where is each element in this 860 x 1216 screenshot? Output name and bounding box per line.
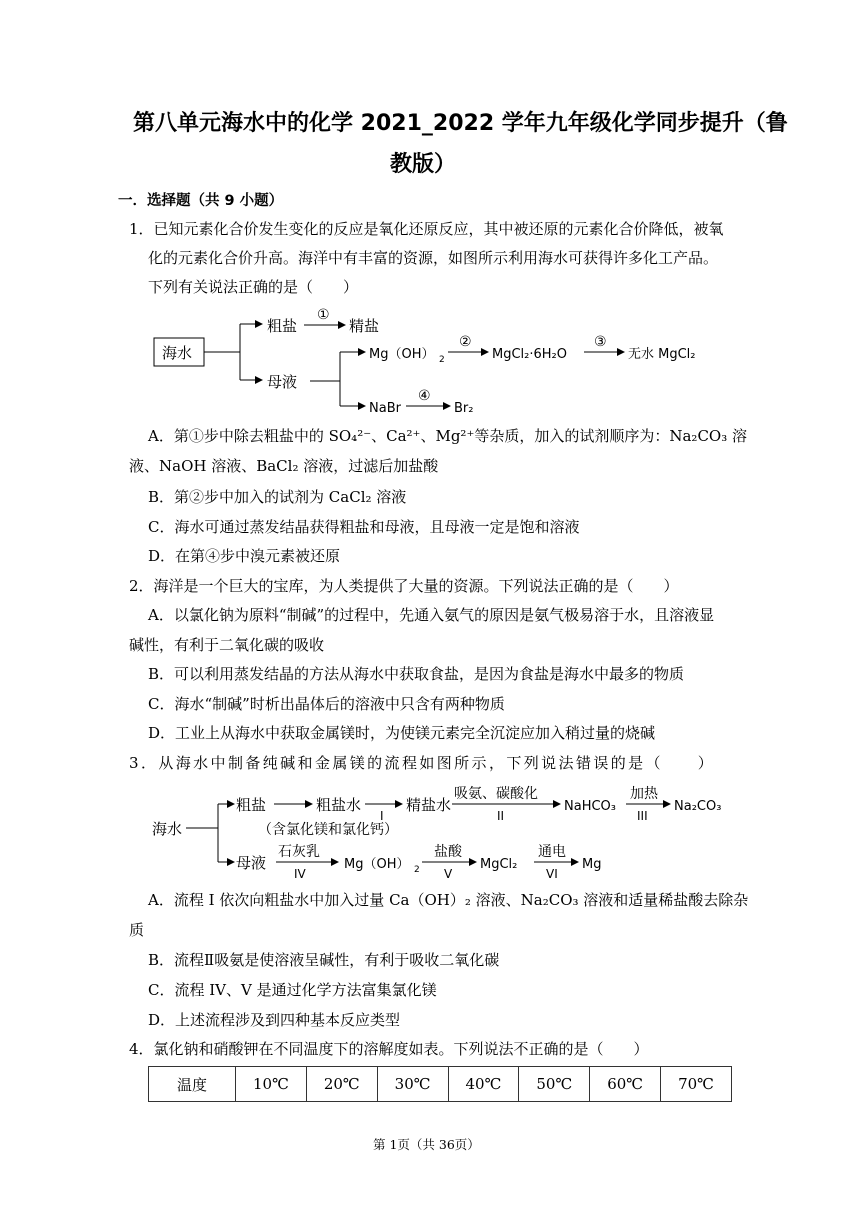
mgoh2-subscript: 2 (439, 355, 445, 365)
q3-route1-label: I (380, 809, 384, 823)
seawater-label: 海水 (162, 344, 193, 362)
q1-option-a-line1: A．第①步中除去粗盐中的 SO₄²⁻、Ca²⁺、Mg²⁺等杂质，加入的试剂顺序为：Na₂CO₃ 溶 (148, 427, 747, 445)
table-cell: 10℃ (236, 1067, 307, 1102)
q3-mgcl2-label: MgCl₂ (480, 857, 518, 872)
table-cell: 60℃ (590, 1067, 661, 1102)
mgoh2-label: Mg（OH） (369, 347, 435, 362)
q3-absorb-label: 吸氨、碳酸化 (454, 786, 538, 802)
q2-option-a-line1: A．以氯化钠为原料“制碱”的过程中，先通入氨气的原因是氨气极易溶于水，且溶液显 (148, 606, 715, 624)
table-cell: 30℃ (377, 1067, 448, 1102)
table-cell: 50℃ (519, 1067, 590, 1102)
q1-stem-line1: 1．已知元素化合价发生变化的反应是氧化还原反应，其中被还原的元素化合价降低，被氧 (129, 220, 724, 238)
q3-option-a-line1: A．流程 I 依次向粗盐水中加入过量 Ca（OH）₂ 溶液、Na₂CO₃ 溶液和适量稀盐酸去除杂 (148, 891, 749, 909)
q3-route3-label: III (637, 809, 648, 823)
q1-stem-line2: 化的元素化合价升高。海洋中有丰富的资源，如图所示利用海水可获得许多化工产品。 (148, 249, 719, 267)
step3-label: ③ (594, 334, 607, 350)
q3-fine-brine-label: 精盐水 (406, 796, 452, 814)
br2-label: Br₂ (454, 401, 474, 416)
table-cell: 20℃ (306, 1067, 377, 1102)
doc-title-line1: 第八单元海水中的化学 2021_2022 学年九年级化学同步提升（鲁 (133, 111, 788, 136)
q2-option-d: D．工业上从海水中获取金属镁时，为使镁元素完全沉淀应加入稍过量的烧碱 (148, 724, 656, 742)
table-cell: 40℃ (448, 1067, 519, 1102)
q3-hcl-label: 盐酸 (434, 844, 462, 860)
section-heading: 一．选择题（共 9 小题） (118, 193, 284, 209)
table-cell: 温度 (149, 1067, 236, 1102)
q1-option-a-line2: 液、NaOH 溶液、BaCl₂ 溶液，过滤后加盐酸 (129, 457, 439, 475)
q3-crude-salt-label: 粗盐 (236, 796, 267, 814)
step1-label: ① (317, 307, 330, 323)
q3-crude-brine-label: 粗盐水 (316, 796, 362, 814)
page-footer: 第 1页（共 36页） (373, 1137, 480, 1152)
q3-option-c: C．流程 IV、V 是通过化学方法富集氯化镁 (148, 981, 437, 999)
q3-option-d: D．上述流程涉及到四种基本反应类型 (148, 1011, 401, 1029)
crude-salt-label: 粗盐 (267, 317, 298, 335)
q2-option-a-line2: 碱性，有利于二氧化碳的吸收 (129, 636, 325, 654)
q3-seawater-label: 海水 (152, 820, 183, 838)
q3-elec-label: 通电 (538, 844, 566, 860)
q3-option-a-line2: 质 (129, 921, 145, 939)
q1-option-c: C．海水可通过蒸发结晶获得粗盐和母液，且母液一定是饱和溶液 (148, 518, 580, 536)
q3-mgoh2-label: Mg（OH） (344, 857, 410, 872)
solubility-table (148, 1066, 732, 1102)
q3-route4-label: IV (294, 867, 306, 880)
doc-title-line2: 教版） (390, 152, 457, 177)
q1-option-b: B．第②步中加入的试剂为 CaCl₂ 溶液 (148, 488, 407, 506)
q1-stem-line3: 下列有关说法正确的是（ ） (148, 278, 359, 296)
q3-heat-label: 加热 (630, 786, 658, 802)
mgcl2-hydrate-label: MgCl₂·6H₂O (492, 347, 567, 362)
q3-lime-label: 石灰乳 (278, 844, 320, 860)
q3-stem: 3．从海水中制备纯碱和金属镁的流程如图所示，下列说法错误的是（ ） (129, 754, 716, 772)
anhydrous-mgcl2-label: 无水 MgCl₂ (628, 347, 696, 362)
q3-mother-label: 母液 (236, 854, 267, 872)
q1-flow-diagram (150, 302, 720, 422)
q3-mg-label: Mg (582, 857, 602, 872)
nabr-label: NaBr (369, 401, 401, 416)
q3-brine-note: （含氯化镁和氯化钙） (258, 822, 398, 838)
q3-nahco3-label: NaHCO₃ (564, 799, 616, 814)
step2-label: ② (459, 334, 472, 350)
q3-option-b: B．流程Ⅱ吸氨是使溶液呈碱性，有利于吸收二氧化碳 (148, 951, 500, 969)
q3-route5-label: V (444, 867, 453, 880)
table-header-row (149, 1067, 732, 1102)
mother-liquor-label: 母液 (267, 373, 298, 391)
q3-route6-label: VI (546, 867, 558, 880)
q3-flow-diagram (150, 780, 740, 880)
q3-route2-label: II (497, 809, 505, 823)
fine-salt-label: 精盐 (349, 317, 380, 335)
table-cell: 70℃ (661, 1067, 732, 1102)
q2-stem: 2．海洋是一个巨大的宝库，为人类提供了大量的资源。下列说法正确的是（ ） (129, 577, 679, 595)
q4-stem: 4．氯化钠和硝酸钾在不同温度下的溶解度如表。下列说法不正确的是（ ） (129, 1040, 649, 1058)
q3-mgoh2-subscript: 2 (414, 865, 420, 875)
q3-na2co3-label: Na₂CO₃ (674, 799, 722, 814)
step4-label: ④ (418, 388, 431, 404)
q2-option-c: C．海水“制碱”时析出晶体后的溶液中只含有两种物质 (148, 695, 505, 713)
q2-option-b: B．可以利用蒸发结晶的方法从海水中获取食盐，是因为食盐是海水中最多的物质 (148, 665, 685, 683)
q1-option-d: D．在第④步中溴元素被还原 (148, 547, 341, 565)
